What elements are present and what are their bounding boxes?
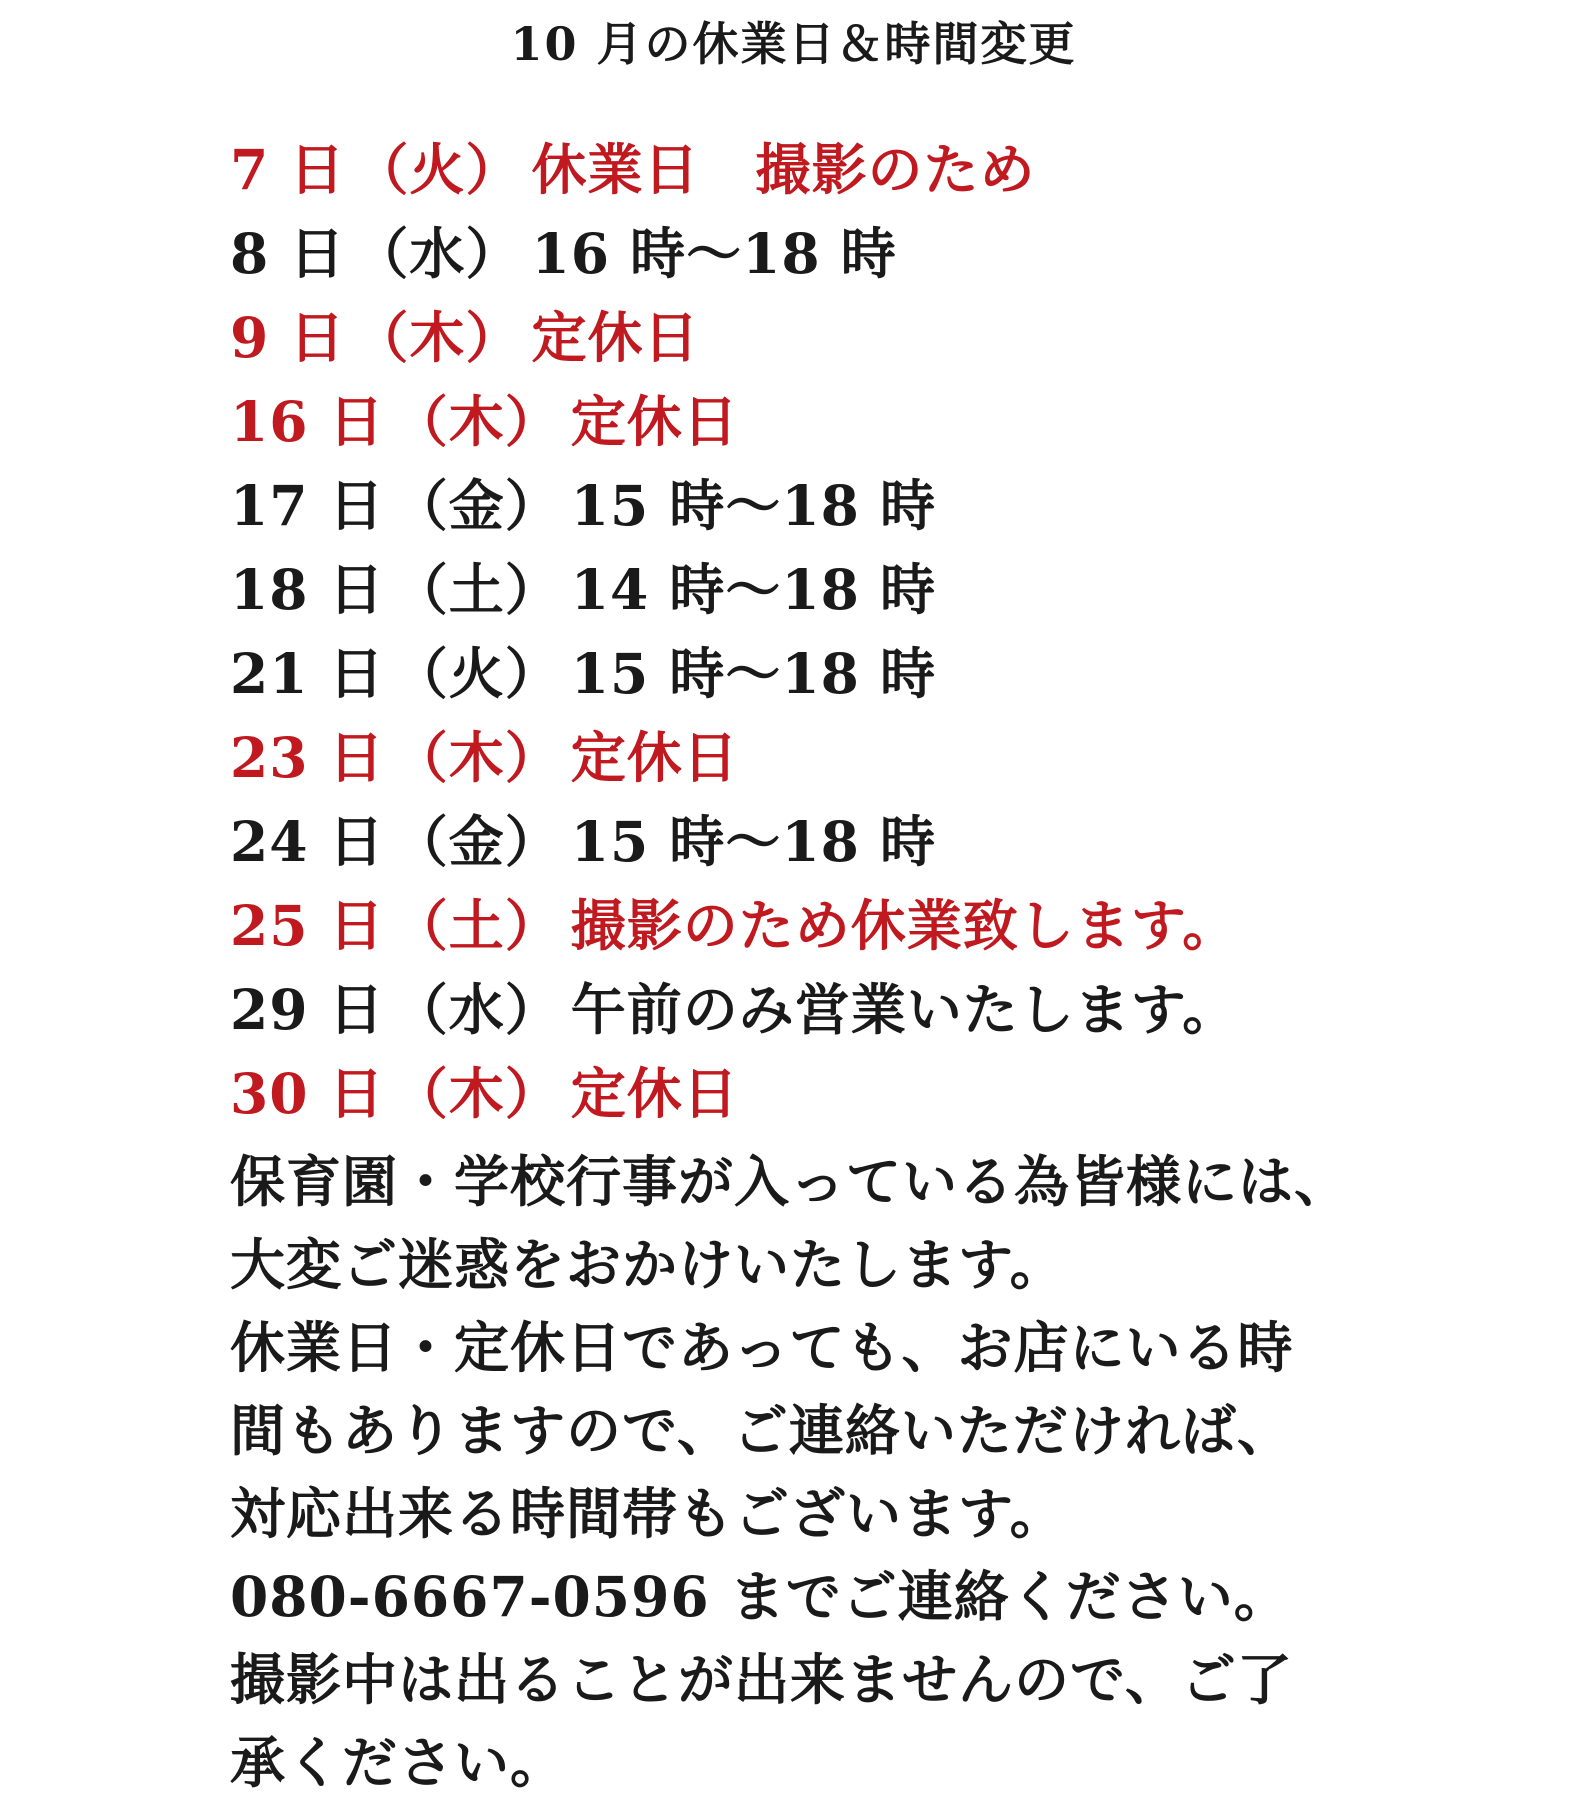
schedule-weekday: （土） (392, 557, 561, 622)
schedule-note: 14 時～18 時 (570, 557, 937, 622)
schedule-weekday: （水） (392, 977, 561, 1042)
schedule-note: 定休日 (570, 725, 739, 790)
schedule-day: 29 日 (230, 977, 385, 1042)
notice-paragraph (230, 1140, 1480, 1804)
schedule-weekday: （火） (353, 137, 522, 202)
schedule-note: 撮影のため休業致します。 (570, 893, 1239, 958)
schedule-note: 15 時～18 時 (570, 473, 937, 538)
notice-phone-line: 080-6667-0596 までご連絡ください。 (230, 1564, 1290, 1629)
schedule-day: 9 日 (230, 305, 346, 370)
notice-line: 休業日・定休日であっても、お店にいる時 (230, 1315, 1294, 1380)
schedule-day: 17 日 (230, 473, 385, 538)
schedule-row (230, 800, 1480, 884)
notice-line: 承ください。 (230, 1730, 567, 1795)
schedule-note: 休業日 撮影のため (531, 137, 1036, 202)
notice-line: 間もありますので、ご連絡いただければ、 (230, 1398, 1293, 1463)
schedule-note: 15 時～18 時 (570, 809, 937, 874)
schedule-day: 8 日 (230, 221, 346, 286)
schedule-weekday: （火） (392, 641, 561, 706)
schedule-row (230, 296, 1480, 380)
schedule-row (230, 716, 1480, 800)
schedule-row (230, 968, 1480, 1052)
schedule-note: 定休日 (531, 305, 700, 370)
schedule-weekday: （水） (353, 221, 522, 286)
schedule-row (230, 128, 1480, 212)
schedule-row (230, 212, 1480, 296)
schedule-row (230, 884, 1480, 968)
notice-line: 保育園・学校行事が入っている為皆様には、 (230, 1149, 1351, 1214)
schedule-note: 午前のみ営業いたします。 (570, 977, 1239, 1042)
schedule-day: 24 日 (230, 809, 385, 874)
schedule-note: 16 時～18 時 (531, 221, 897, 286)
schedule-day: 7 日 (230, 137, 346, 202)
schedule-weekday: （土） (392, 893, 561, 958)
schedule-day: 25 日 (230, 893, 385, 958)
schedule-note: 定休日 (570, 389, 739, 454)
schedule-weekday: （木） (392, 725, 561, 790)
schedule-weekday: （木） (353, 305, 522, 370)
schedule-weekday: （金） (392, 473, 561, 538)
schedule-row (230, 548, 1480, 632)
schedule-day: 23 日 (230, 725, 385, 790)
page-title: 10 月の休業日＆時間変更 (510, 17, 1077, 71)
schedule-day: 30 日 (230, 1061, 385, 1126)
notice-line: 対応出来る時間帯もございます。 (230, 1481, 1066, 1546)
schedule-weekday: （金） (392, 809, 561, 874)
schedule-day: 21 日 (230, 641, 385, 706)
notice-line: 撮影中は出ることが出来ませんので、ご了 (230, 1647, 1293, 1712)
schedule-day: 16 日 (230, 389, 385, 454)
schedule-weekday: （木） (392, 389, 561, 454)
schedule-row (230, 632, 1480, 716)
schedule-note: 定休日 (570, 1061, 739, 1126)
schedule-row (230, 464, 1480, 548)
schedule-day: 18 日 (230, 557, 385, 622)
notice-line: 大変ご迷惑をおかけいたします。 (230, 1232, 1066, 1297)
schedule-note: 15 時～18 時 (570, 641, 937, 706)
schedule-weekday: （木） (392, 1061, 561, 1126)
schedule-row (230, 380, 1480, 464)
schedule-list (230, 128, 1480, 1136)
schedule-row (230, 1052, 1480, 1136)
